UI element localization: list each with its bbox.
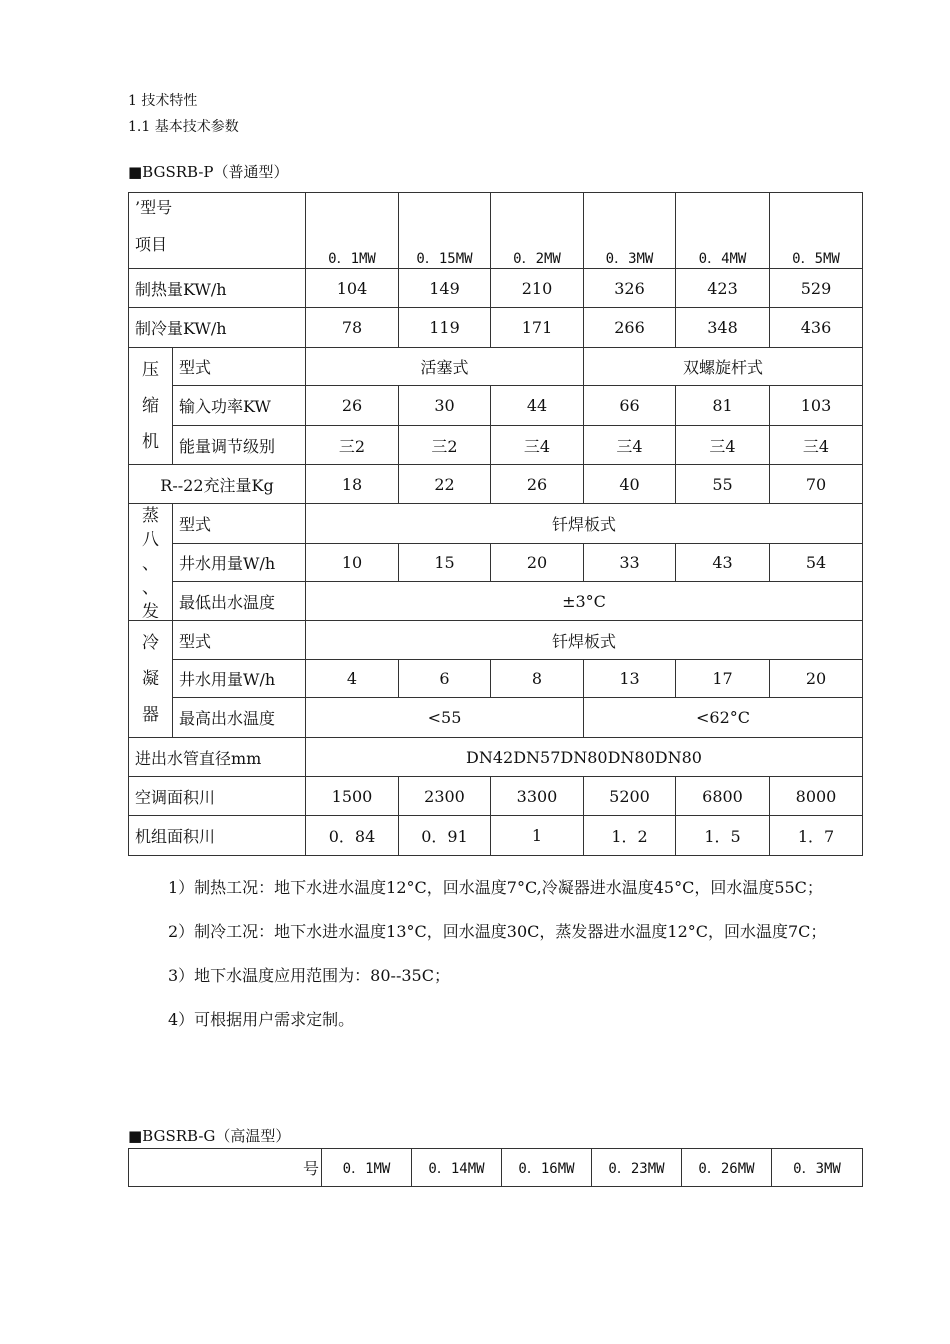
- table-row: [129, 660, 863, 698]
- table-row: [129, 544, 863, 582]
- table-cell: 1500: [306, 777, 399, 816]
- table-cell: 78: [306, 308, 399, 348]
- table-row: [129, 386, 863, 426]
- row-label: 空调面积川: [129, 777, 306, 816]
- table-cell: 1．7: [770, 816, 863, 856]
- model-header: 0．16MW: [502, 1149, 592, 1187]
- model-header: 0．23MW: [592, 1149, 682, 1187]
- model-header: 0．4MW: [676, 193, 770, 269]
- row-label: 能量调节级别: [173, 426, 306, 465]
- table-cell: 436: [770, 308, 863, 348]
- table-cell: 钎焊板式: [306, 504, 863, 544]
- table-cell: 三4: [770, 426, 863, 465]
- model-header: 0．3MW: [584, 193, 676, 269]
- table-cell: 40: [584, 465, 676, 504]
- table1-title: ■BGSRB-P（普通型）: [128, 163, 289, 181]
- table-cell: 17: [676, 660, 770, 698]
- table-cell: 30: [399, 386, 491, 426]
- table-cell: 三2: [399, 426, 491, 465]
- table-cell: 18: [306, 465, 399, 504]
- table-cell: 55: [676, 465, 770, 504]
- table-cell: 33: [584, 544, 676, 582]
- row-label: 型式: [173, 504, 306, 544]
- row-label: 井水用量W/h: [173, 544, 306, 582]
- row-label: 进出水管直径mm: [129, 738, 306, 777]
- model-header: 0．1MW: [306, 193, 399, 269]
- table-cell: 70: [770, 465, 863, 504]
- table-row: [129, 269, 863, 308]
- model-header: 0．15MW: [399, 193, 491, 269]
- table-cell: 1．5: [676, 816, 770, 856]
- table-cell: 26: [306, 386, 399, 426]
- table-cell: 171: [491, 308, 584, 348]
- table-cell: 348: [676, 308, 770, 348]
- note-item: 1）制热工况：地下水进水温度12°C，回水温度7°C,冷凝器进水温度45°C，回水温度55C；: [168, 878, 823, 897]
- group-char: 、: [142, 554, 159, 574]
- table-corner-cell: 号: [129, 1149, 322, 1187]
- group-char: 发: [142, 602, 159, 618]
- table-cell: 103: [770, 386, 863, 426]
- model-header: 0．1MW: [322, 1149, 412, 1187]
- section-heading: 1 技术特性: [128, 93, 198, 109]
- table-row: [129, 621, 863, 660]
- table-cell: 20: [491, 544, 584, 582]
- evaporator-group-label: [129, 504, 173, 621]
- model-header: 0．3MW: [772, 1149, 863, 1187]
- table-row: [129, 348, 863, 386]
- table-cell: 三4: [584, 426, 676, 465]
- note-item: 4）可根据用户需求定制。: [168, 1010, 355, 1029]
- table-row: [129, 465, 863, 504]
- table-cell: 104: [306, 269, 399, 308]
- table-cell: 529: [770, 269, 863, 308]
- model-header: 0．26MW: [682, 1149, 772, 1187]
- table-cell: 6800: [676, 777, 770, 816]
- table-row: [129, 1149, 863, 1187]
- table-cell: 423: [676, 269, 770, 308]
- table-cell: 3300: [491, 777, 584, 816]
- table-cell: 66: [584, 386, 676, 426]
- row-label: 输入功率KW: [173, 386, 306, 426]
- note-item: 2）制冷工况：地下水进水温度13°C，回水温度30C，蒸发器进水温度12°C，回水温度7C；: [168, 922, 827, 941]
- group-char: 机: [142, 432, 159, 452]
- row-label: 最高出水温度: [173, 698, 306, 738]
- table-cell: 8: [491, 660, 584, 698]
- notes-block: [128, 872, 858, 1036]
- model-header: 0．2MW: [491, 193, 584, 269]
- table-row: [129, 816, 863, 856]
- table-cell: 26: [491, 465, 584, 504]
- table-cell: 20: [770, 660, 863, 698]
- table-cell: 0．91: [399, 816, 491, 856]
- table-row: [129, 504, 863, 544]
- row-label: 型式: [173, 621, 306, 660]
- model-label: ’型号: [135, 198, 173, 217]
- table-cell: 43: [676, 544, 770, 582]
- table-row: [129, 582, 863, 621]
- table-row: [129, 698, 863, 738]
- table-corner-cell: [129, 193, 306, 269]
- table-cell: 4: [306, 660, 399, 698]
- parameters-table-standard: [128, 192, 863, 856]
- item-label: 项目: [135, 235, 168, 254]
- table-cell: 149: [399, 269, 491, 308]
- table-cell: 6: [399, 660, 491, 698]
- group-char: 、: [142, 578, 159, 598]
- row-label: 机组面积川: [129, 816, 306, 856]
- table-cell: 8000: [770, 777, 863, 816]
- note-item: 3）地下水温度应用范围为：80--35C；: [168, 966, 450, 985]
- table-row: [129, 308, 863, 348]
- group-char: 压: [142, 360, 159, 380]
- table-cell: 活塞式: [306, 348, 584, 386]
- group-char: 器: [142, 705, 159, 725]
- table-cell: <62°C: [584, 698, 863, 738]
- group-char: 蒸: [142, 506, 159, 526]
- row-label: 制冷量KW/h: [129, 308, 306, 348]
- row-label: 最低出水温度: [173, 582, 306, 621]
- table-cell: 13: [584, 660, 676, 698]
- table-cell: 44: [491, 386, 584, 426]
- condenser-group-label: [129, 621, 173, 738]
- table-cell: 5200: [584, 777, 676, 816]
- group-char: 冷: [142, 633, 159, 653]
- table-cell: 0．84: [306, 816, 399, 856]
- row-label: R--22充注量Kg: [129, 465, 306, 504]
- table-cell: 119: [399, 308, 491, 348]
- model-header: 0．5MW: [770, 193, 863, 269]
- table-cell: <55: [306, 698, 584, 738]
- group-char: 缩: [142, 396, 159, 416]
- subsection-heading: 1.1 基本技术参数: [128, 119, 239, 135]
- row-label: 型式: [173, 348, 306, 386]
- table-cell: ±3°C: [306, 582, 863, 621]
- table-cell: 三4: [491, 426, 584, 465]
- group-char: 八: [142, 530, 159, 550]
- table-cell: 1: [491, 816, 584, 856]
- table-cell: 三2: [306, 426, 399, 465]
- table-cell: 1．2: [584, 816, 676, 856]
- table-cell: DN42DN57DN80DN80DN80: [306, 738, 863, 777]
- table-row: [129, 738, 863, 777]
- group-char: 凝: [142, 669, 159, 689]
- table-cell: 81: [676, 386, 770, 426]
- table-row: [129, 777, 863, 816]
- table-row: [129, 426, 863, 465]
- table-cell: 双螺旋杆式: [584, 348, 863, 386]
- table-cell: 326: [584, 269, 676, 308]
- table-cell: 2300: [399, 777, 491, 816]
- table-cell: 15: [399, 544, 491, 582]
- compressor-group-label: [129, 348, 173, 465]
- table-cell: 三4: [676, 426, 770, 465]
- model-header: 0．14MW: [412, 1149, 502, 1187]
- table-cell: 210: [491, 269, 584, 308]
- table-cell: 54: [770, 544, 863, 582]
- row-label: 制热量KW/h: [129, 269, 306, 308]
- row-label: 井水用量W/h: [173, 660, 306, 698]
- table-cell: 钎焊板式: [306, 621, 863, 660]
- table-cell: 22: [399, 465, 491, 504]
- table-cell: 10: [306, 544, 399, 582]
- parameters-table-high-temp: [128, 1148, 863, 1187]
- table-cell: 266: [584, 308, 676, 348]
- table2-title: ■BGSRB-G（高温型）: [128, 1127, 291, 1145]
